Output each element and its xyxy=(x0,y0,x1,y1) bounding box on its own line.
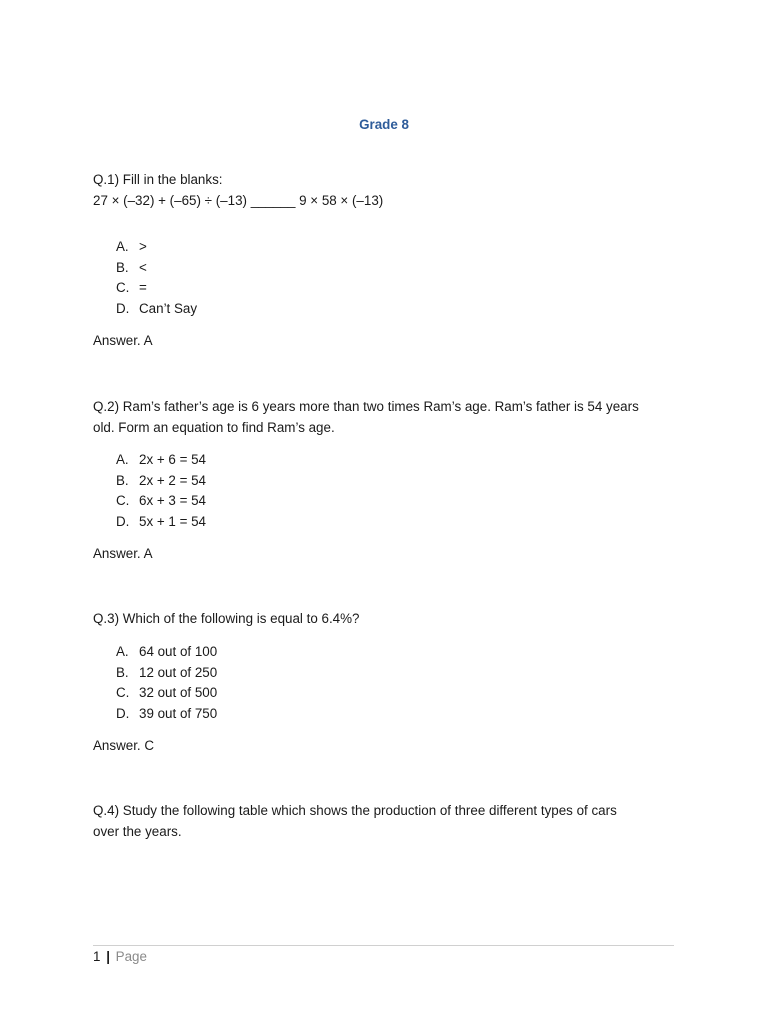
option-text: > xyxy=(139,239,147,254)
question-1-answer-block xyxy=(93,331,678,352)
option-b xyxy=(116,663,217,684)
option-text: 12 out of 250 xyxy=(139,664,218,680)
question-3-line-1: Q.3) Which of the following is equal to 6.4%? xyxy=(93,611,360,626)
option-c xyxy=(116,278,197,299)
option-text: 2x + 6 = 54 xyxy=(139,452,207,467)
question-1-answer: Answer. A xyxy=(93,333,153,348)
option-d xyxy=(116,299,197,320)
option-text: < xyxy=(139,259,147,275)
option-text: 2x + 2 = 54 xyxy=(139,472,207,488)
option-b xyxy=(116,258,197,279)
question-2-options xyxy=(116,450,206,532)
question-2-line-2: old. Form an equation to find Ram’s age. xyxy=(93,419,335,435)
option-letter: A. xyxy=(116,239,129,254)
question-4-line-1: Q.4) Study the following table which shows the production of three different types of cars xyxy=(93,803,617,818)
option-letter: A. xyxy=(116,452,129,467)
option-text: Can’t Say xyxy=(139,300,198,316)
footer-separator: | xyxy=(106,949,110,964)
question-1-options xyxy=(116,237,197,319)
option-letter: C. xyxy=(116,493,130,508)
question-1-line-2: 27 × (–32) + (–65) ÷ (–13) ______ 9 × 58 × (–13) xyxy=(93,192,384,208)
question-2-answer: Answer. A xyxy=(93,546,153,561)
option-text: 6x + 3 = 54 xyxy=(139,493,207,508)
page-label: Page xyxy=(115,949,147,964)
option-d xyxy=(116,512,206,533)
option-text: 64 out of 100 xyxy=(139,644,218,659)
option-c xyxy=(116,491,206,512)
option-letter: D. xyxy=(116,300,130,316)
option-d xyxy=(116,704,217,725)
option-text: = xyxy=(139,280,147,295)
footer-divider xyxy=(93,945,674,946)
question-3-answer: Answer. C xyxy=(93,738,155,753)
page-number: 1 xyxy=(93,949,101,964)
question-2-answer-block xyxy=(93,544,678,565)
question-3-options xyxy=(116,642,217,724)
option-letter: B. xyxy=(116,664,129,680)
page-footer xyxy=(93,948,147,966)
option-text: 39 out of 750 xyxy=(139,705,218,721)
question-4-line-2: over the years. xyxy=(93,823,182,839)
option-letter: A. xyxy=(116,644,129,659)
option-text: 5x + 1 = 54 xyxy=(139,513,207,529)
option-text: 32 out of 500 xyxy=(139,685,218,700)
page-title: Grade 8 xyxy=(359,117,409,132)
option-letter: C. xyxy=(116,685,130,700)
option-a xyxy=(116,237,197,258)
option-c xyxy=(116,683,217,704)
question-3-answer-block xyxy=(93,736,678,757)
question-2-line-1: Q.2) Ram’s father’s age is 6 years more than two times Ram’s age. Ram’s father is 54 years xyxy=(93,399,639,414)
question-1 xyxy=(93,170,678,211)
question-3 xyxy=(93,609,678,630)
option-b xyxy=(116,471,206,492)
option-letter: B. xyxy=(116,472,129,488)
option-a xyxy=(116,642,217,663)
option-letter: B. xyxy=(116,259,129,275)
option-a xyxy=(116,450,206,471)
option-letter: D. xyxy=(116,705,130,721)
question-1-line-1: Q.1) Fill in the blanks: xyxy=(93,172,223,187)
option-letter: C. xyxy=(116,280,130,295)
option-letter: D. xyxy=(116,513,130,529)
question-2 xyxy=(93,397,678,438)
question-4 xyxy=(93,801,678,842)
